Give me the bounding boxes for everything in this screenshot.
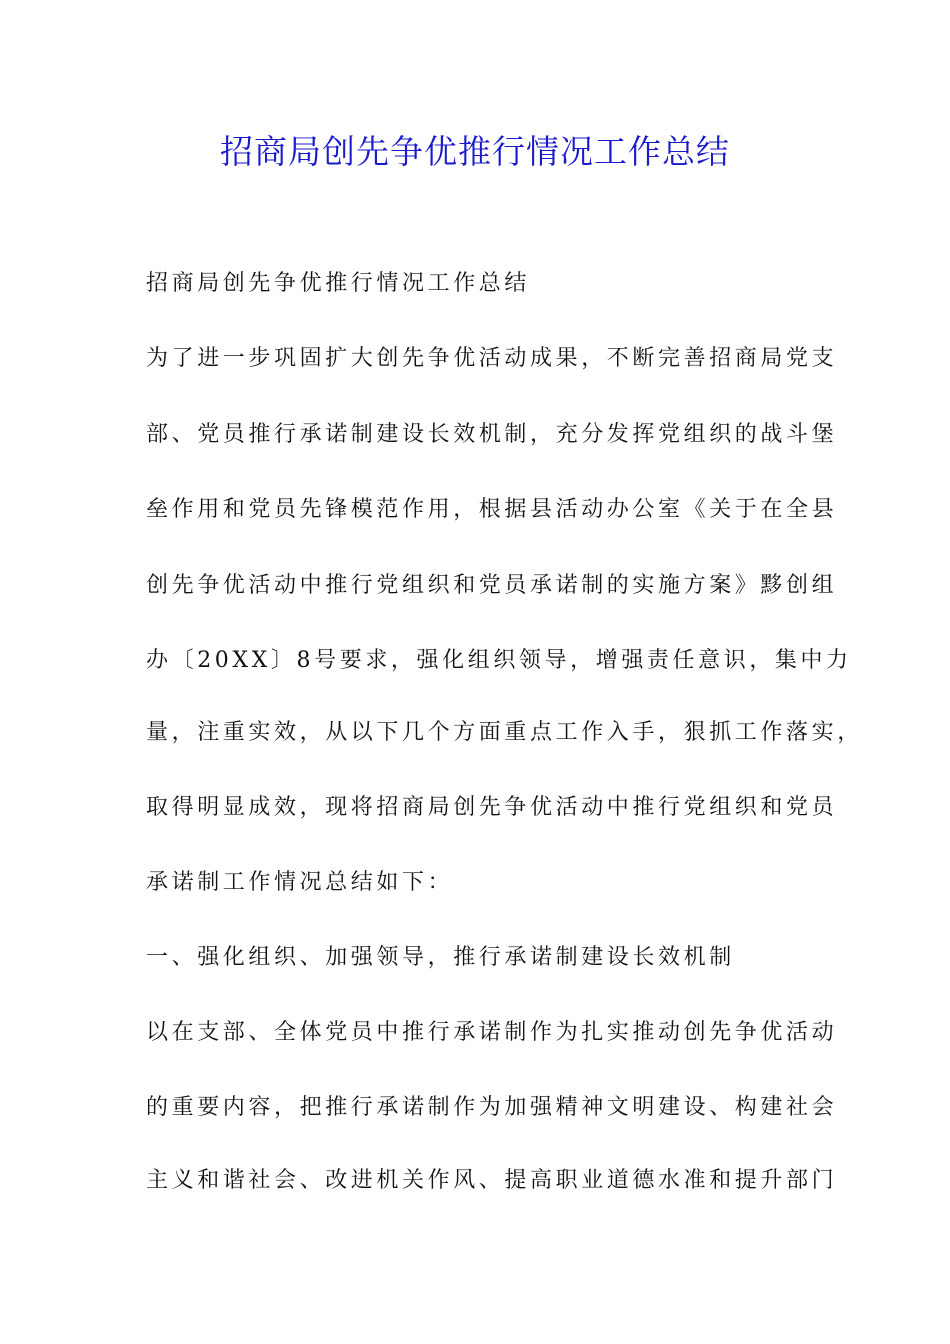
body-line: 取得明显成效，现将招商局创先争优活动中推行党组织和党员 xyxy=(146,795,838,820)
body-line: 创先争优活动中推行党组织和党员承诺制的实施方案》黟创组 xyxy=(146,573,838,598)
section-heading: 一、强化组织、加强领导，推行承诺制建设长效机制 xyxy=(146,945,735,970)
body-line: 垒作用和党员先锋模范作用，根据县活动办公室《关于在全县 xyxy=(146,497,838,522)
body-line: 部、党员推行承诺制建设长效机制，充分发挥党组织的战斗堡 xyxy=(146,422,838,447)
body-line: 主义和谐社会、改进机关作风、提高职业道德水准和提升部门 xyxy=(146,1168,838,1193)
body-line: 办〔20XX〕8号要求，强化组织领导，增强责任意识，集中力 xyxy=(146,648,852,673)
document-title: 招商局创先争优推行情况工作总结 xyxy=(220,132,730,171)
body-line: 量，注重实效，从以下几个方面重点工作入手，狠抓工作落实， xyxy=(146,720,863,745)
subtitle-line: 招商局创先争优推行情况工作总结 xyxy=(146,271,531,296)
body-line: 的重要内容，把推行承诺制作为加强精神文明建设、构建社会 xyxy=(146,1095,838,1120)
body-line: 为了进一步巩固扩大创先争优活动成果，不断完善招商局党支 xyxy=(146,346,838,371)
body-line: 承诺制工作情况总结如下： xyxy=(146,870,454,895)
body-line: 以在支部、全体党员中推行承诺制作为扎实推动创先争优活动 xyxy=(146,1020,838,1045)
